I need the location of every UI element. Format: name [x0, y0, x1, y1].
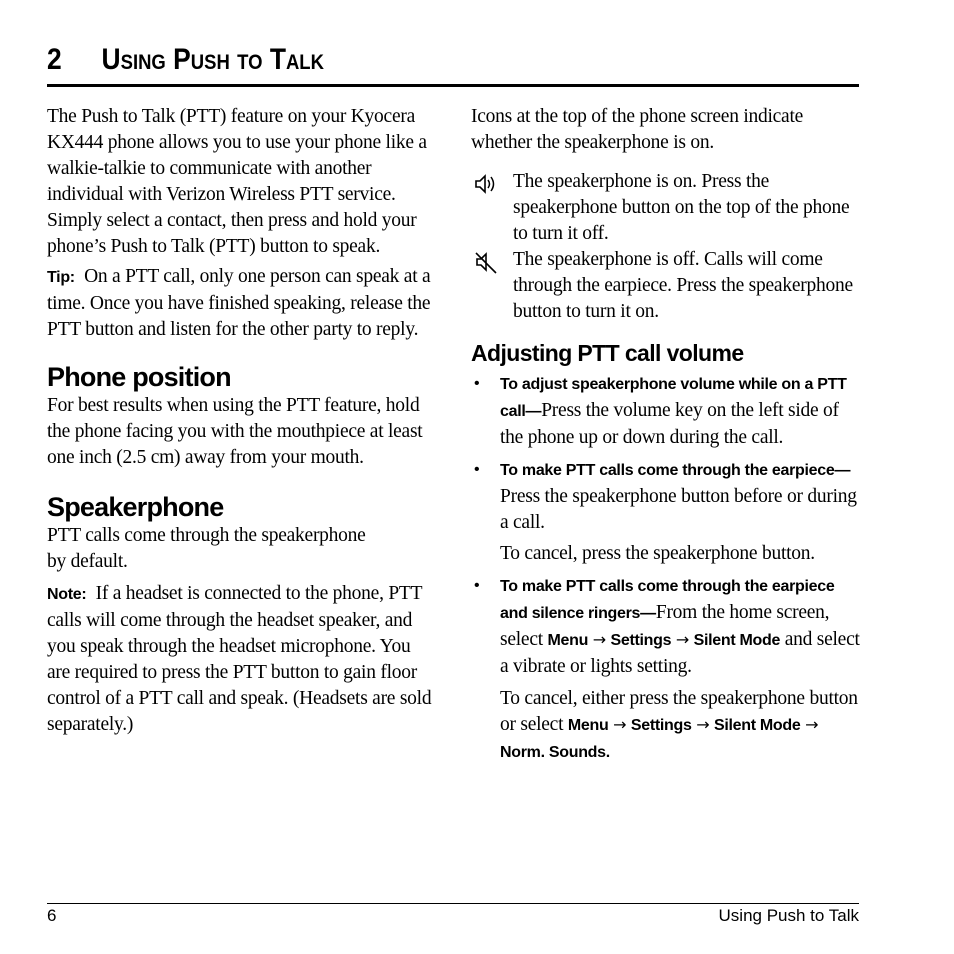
speaker-off-text: The speakerphone is off. Calls will come through the earpiece. Press the speakerphone button to turn it on.: [513, 249, 853, 322]
note-paragraph: Note: If a headset is connected to the phone, PTT calls will come through the headset speaker, and you speak through the headset microphone. You are required to press the PTT button to gain floor control of a PTT call and speak. (Headsets are sold separately.): [47, 583, 432, 735]
volume-heading: Adjusting PTT call volume: [471, 340, 744, 366]
cancel-instruction: To cancel, either press the speakerphone button or select Menu → Settings → Silent Mode → Norm. Sounds.: [500, 688, 858, 761]
footer-section-title: Using Push to Talk: [718, 906, 859, 925]
speakerphone-paragraph: PTT calls come through the speakerphone by default.: [47, 525, 366, 572]
footer-divider: [47, 903, 859, 904]
tip-label: Tip:: [47, 269, 75, 286]
right-column: [471, 104, 861, 766]
volume-bullet-list: [471, 371, 861, 766]
tip-paragraph: Tip: On a PTT call, only one person can speak at a time. Once you have finished speaking, release the PTT button and listen for the other party to reply.: [47, 266, 431, 340]
list-item: • To adjust speakerphone volume while on a PTT call—Press the volume key on the left side of the phone up or down during the call.: [474, 375, 847, 448]
speakerphone-heading: Speakerphone: [47, 492, 224, 522]
speaker-on-row: [471, 169, 861, 247]
chapter-divider: [47, 84, 859, 87]
list-item: • To make PTT calls come through the earpiece and silence ringers—From the home screen, select Menu → Settings → Silent Mode and select a vibrate or lights setting. To cancel, either press the speakerphone button or select Menu → Settings → Silent Mode → Norm. Sounds.: [471, 573, 861, 766]
silent-mode-label: Silent Mode: [693, 632, 781, 649]
menu-label: Menu: [567, 717, 609, 734]
norm-sounds-label: Norm. Sounds.: [500, 744, 610, 761]
arrow-icon: →: [675, 630, 689, 649]
settings-label: Settings: [610, 632, 672, 649]
arrow-icon: →: [696, 715, 710, 734]
list-item: • To make PTT calls come through the earpiece—Press the speakerphone button before or during a call. To cancel, press the speakerphone button.: [471, 457, 861, 567]
icons-intro-paragraph: Icons at the top of the phone screen indicate whether the speakerphone is on.: [471, 106, 804, 153]
settings-label: Settings: [630, 717, 692, 734]
note-label: Note:: [47, 586, 87, 603]
speaker-off-icon: [473, 249, 499, 275]
left-column: [47, 104, 437, 738]
phone-position-paragraph: For best results when using the PTT feature, hold the phone facing you with the mouthpiece at least one inch (2.5 cm) away from your mouth.: [47, 395, 423, 468]
speaker-on-icon: [473, 171, 499, 197]
speaker-on-text: The speakerphone is on. Press the speakerphone button on the top of the phone to turn it off.: [513, 171, 850, 244]
silent-mode-label: Silent Mode: [714, 717, 801, 734]
arrow-icon: →: [805, 715, 819, 734]
page-number: 6: [47, 906, 57, 925]
arrow-icon: →: [592, 630, 606, 649]
menu-label: Menu: [547, 632, 589, 649]
chapter-title: 2 Using Push to Talk: [47, 40, 762, 80]
phone-position-heading: Phone position: [47, 362, 231, 392]
cancel-instruction: To cancel, press the speakerphone button.: [500, 543, 815, 564]
speaker-off-row: [471, 247, 861, 325]
intro-paragraph: The Push to Talk (PTT) feature on your Kyocera KX444 phone allows you to use your phone like a walkie-talkie to communicate with another individual with Verizon Wireless PTT service. Simply select a contact, then press and hold your phone’s Push to Talk (PTT) button to speak.: [47, 106, 427, 257]
chapter-number: 2: [47, 43, 62, 76]
arrow-icon: →: [613, 715, 627, 734]
